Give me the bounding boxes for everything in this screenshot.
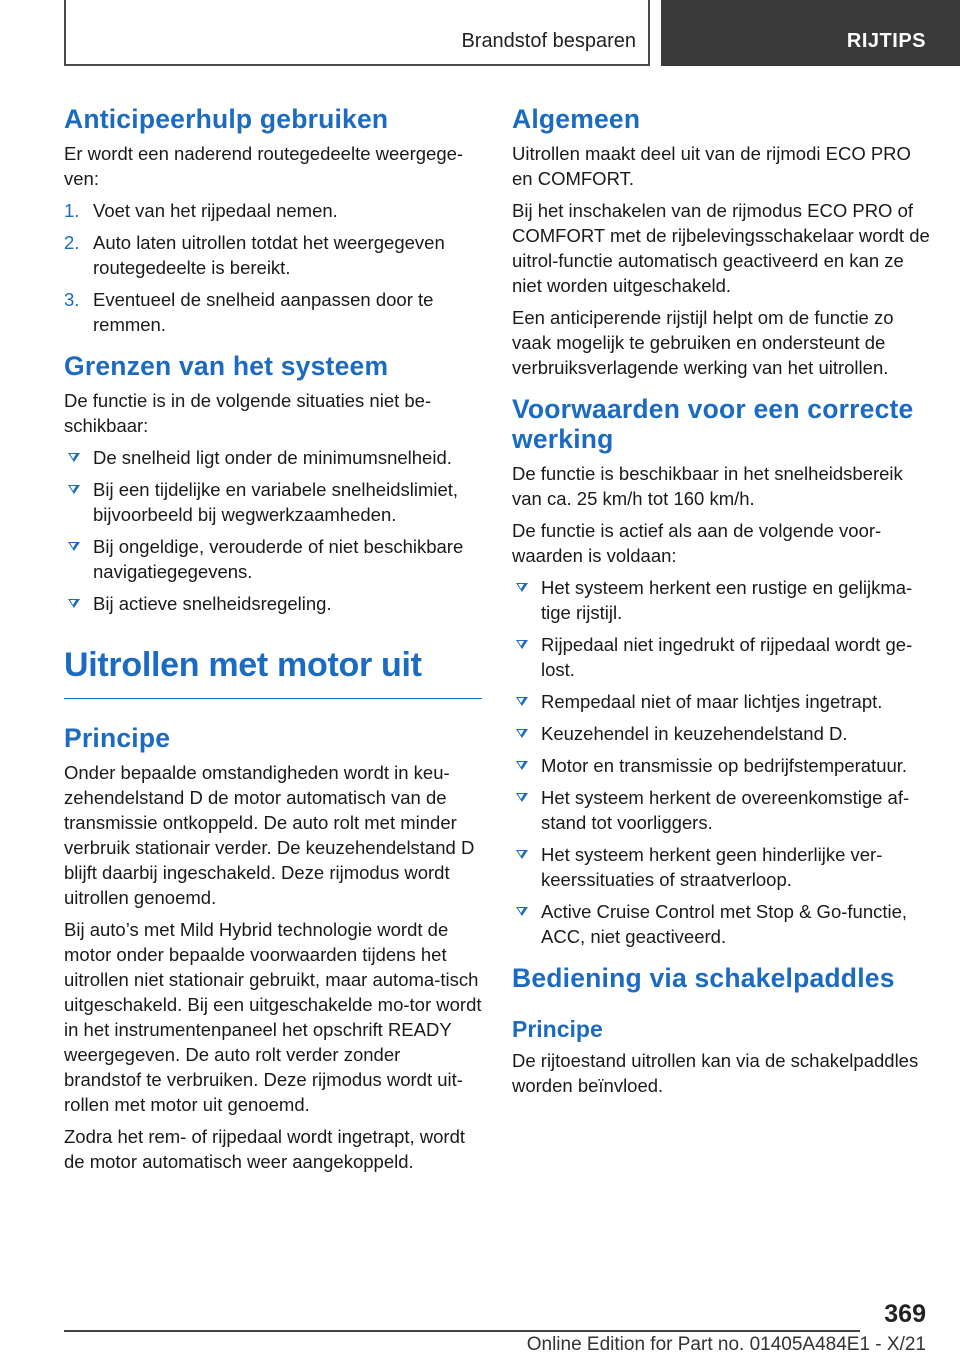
list-item-text: Bij een tijdelijke en variabele snelheidslimiet, bijvoorbeeld bij wegwerkzaamheden.: [93, 479, 459, 525]
list-item-text: Bij actieve snelheidsregeling.: [93, 593, 332, 614]
list-item-text: Rijpedaal niet ingedrukt of rijpedaal wordt ge‐lost.: [541, 634, 913, 680]
left-column: [64, 100, 482, 1181]
paragraph-voorwaarden-2: De functie is actief als aan de volgende voor‐waarden is voldaan:: [512, 520, 882, 566]
triangle-bullet-icon: [516, 761, 528, 770]
list-item-text: Het systeem herkent een rustige en gelijkma‐tige rijstijl.: [541, 577, 913, 623]
triangle-bullet-icon: [68, 542, 80, 551]
step-text: Auto laten uitrollen totdat het weergegeven routegedeelte is bereikt.: [93, 232, 445, 278]
list-item: [512, 785, 930, 835]
right-column: [512, 100, 930, 1105]
list-item: [512, 721, 930, 746]
steps-list: [64, 198, 482, 337]
step-number: 3.: [64, 289, 80, 310]
triangle-bullet-icon: [68, 485, 80, 494]
heading-principe-bediening: Principe: [512, 1016, 603, 1042]
paragraph-principe-1: Onder bepaalde omstandigheden wordt in keu‐zehendelstand D de motor automatisch van de transmissie ontkoppeld. De auto rolt met minder verbruik stationair verder. De keuzehendelstand D blijft daarbij ingeschakeld. Deze rijmodus wordt uitrollen genoemd.: [64, 762, 475, 908]
list-item-text: Het systeem herkent de overeenkomstige af‐stand tot voorliggers.: [541, 787, 910, 833]
heading-principe: Principe: [64, 723, 171, 753]
list-item-text: Bij ongeldige, verouderde of niet beschikbare navigatiegegevens.: [93, 536, 464, 582]
step-item: [64, 230, 482, 280]
triangle-bullet-icon: [68, 599, 80, 608]
paragraph-grenzen: De functie is in de volgende situaties niet be‐schikbaar:: [64, 390, 432, 436]
list-item-text: Keuzehendel in keuzehendelstand D.: [541, 723, 848, 744]
header-section-frame: [64, 0, 650, 66]
paragraph-algemeen-2: Bij het inschakelen van de rijmodus ECO PRO of COMFORT met de rijbelevingsschakelaar wordt de uitrol-functie automatisch geactiveerd en kan ze niet worden uitgeschakeld.: [512, 200, 930, 296]
triangle-bullet-icon: [516, 583, 528, 592]
triangle-bullet-icon: [516, 850, 528, 859]
step-text: Eventueel de snelheid aanpassen door te remmen.: [93, 289, 434, 335]
heading-anticipeerhulp: Anticipeerhulp gebruiken: [64, 104, 389, 134]
paragraph-voorwaarden-1: De functie is beschikbaar in het snelheidsbereik van ca. 25 km/h tot 160 km/h.: [512, 463, 903, 509]
triangle-bullet-icon: [68, 453, 80, 462]
triangle-bullet-icon: [516, 640, 528, 649]
triangle-bullet-icon: [516, 729, 528, 738]
list-item: [64, 445, 482, 470]
list-item-text: Active Cruise Control met Stop & Go-functie, ACC, niet geactiveerd.: [541, 901, 908, 947]
list-item-text: De snelheid ligt onder de minimumsnelheid.: [93, 447, 452, 468]
heading-grenzen: Grenzen van het systeem: [64, 351, 389, 381]
paragraph-principe-3: Zodra het rem- of rijpedaal wordt ingetrapt, wordt de motor automatisch weer aangekoppeld.: [64, 1126, 466, 1172]
footer-edition: Online Edition for Part no. 01405A484E1 - X/21: [526, 1334, 926, 1355]
heading-bediening: Bediening via schakelpaddles: [512, 963, 895, 993]
voorwaarden-list: [512, 575, 930, 949]
paragraph-anticipeerhulp: Er wordt een naderend routegedeelte weergege‐ven:: [64, 143, 464, 189]
list-item: [512, 842, 930, 892]
grenzen-list: [64, 445, 482, 616]
step-item: [64, 287, 482, 337]
list-item-text: Het systeem herkent geen hinderlijke ver‐keerssituaties of straatverloop.: [541, 844, 883, 890]
step-number: 2.: [64, 232, 80, 253]
list-item: [64, 477, 482, 527]
list-item: [64, 591, 482, 616]
heading-uitrollen-met-motor-uit: Uitrollen met motor uit: [64, 644, 482, 699]
list-item: [512, 753, 930, 778]
paragraph-algemeen-1: Uitrollen maakt deel uit van de rijmodi ECO PRO en COMFORT.: [512, 143, 911, 189]
list-item: [512, 632, 930, 682]
header-section-title: Brandstof besparen: [461, 30, 636, 52]
list-item: [64, 534, 482, 584]
heading-voorwaarden: Voorwaarden voor een correcte werking: [512, 394, 914, 454]
paragraph-principe-bediening: De rijtoestand uitrollen kan via de schakelpaddles worden beïnvloed.: [512, 1050, 919, 1096]
triangle-bullet-icon: [516, 697, 528, 706]
page-number: 369: [884, 1300, 926, 1328]
step-number: 1.: [64, 200, 80, 221]
step-text: Voet van het rijpedaal nemen.: [93, 200, 338, 221]
list-item: [512, 575, 930, 625]
header-chapter-tab: [661, 0, 960, 66]
triangle-bullet-icon: [516, 907, 528, 916]
header-chapter-label: RIJTIPS: [846, 30, 926, 52]
paragraph-principe-2: Bij auto’s met Mild Hybrid technologie wordt de motor onder bepaalde voorwaarden tijdens het uitrollen niet stationair gebruikt, maar automa‐tisch uitgeschakeld. Bij een uitgeschakelde mo‐tor wordt in het instrumentenpaneel het opschrift READY weergegeven. De auto rolt verder zonder brandstof te verbruiken. Deze rijmodus wordt uit‐rollen met motor uit genoemd.: [64, 919, 482, 1115]
list-item-text: Motor en transmissie op bedrijfstemperatuur.: [541, 755, 908, 776]
triangle-bullet-icon: [516, 793, 528, 802]
list-item: [512, 899, 930, 949]
paragraph-algemeen-3: Een anticiperende rijstijl helpt om de functie zo vaak mogelijk te gebruiken en ondersteunt de verbruiksverlagende werking van het uitrollen.: [512, 307, 894, 378]
step-item: [64, 198, 482, 223]
footer-divider: [64, 1330, 860, 1332]
list-item-text: Rempedaal niet of maar lichtjes ingetrapt.: [541, 691, 883, 712]
heading-algemeen: Algemeen: [512, 104, 641, 134]
list-item: [512, 689, 930, 714]
